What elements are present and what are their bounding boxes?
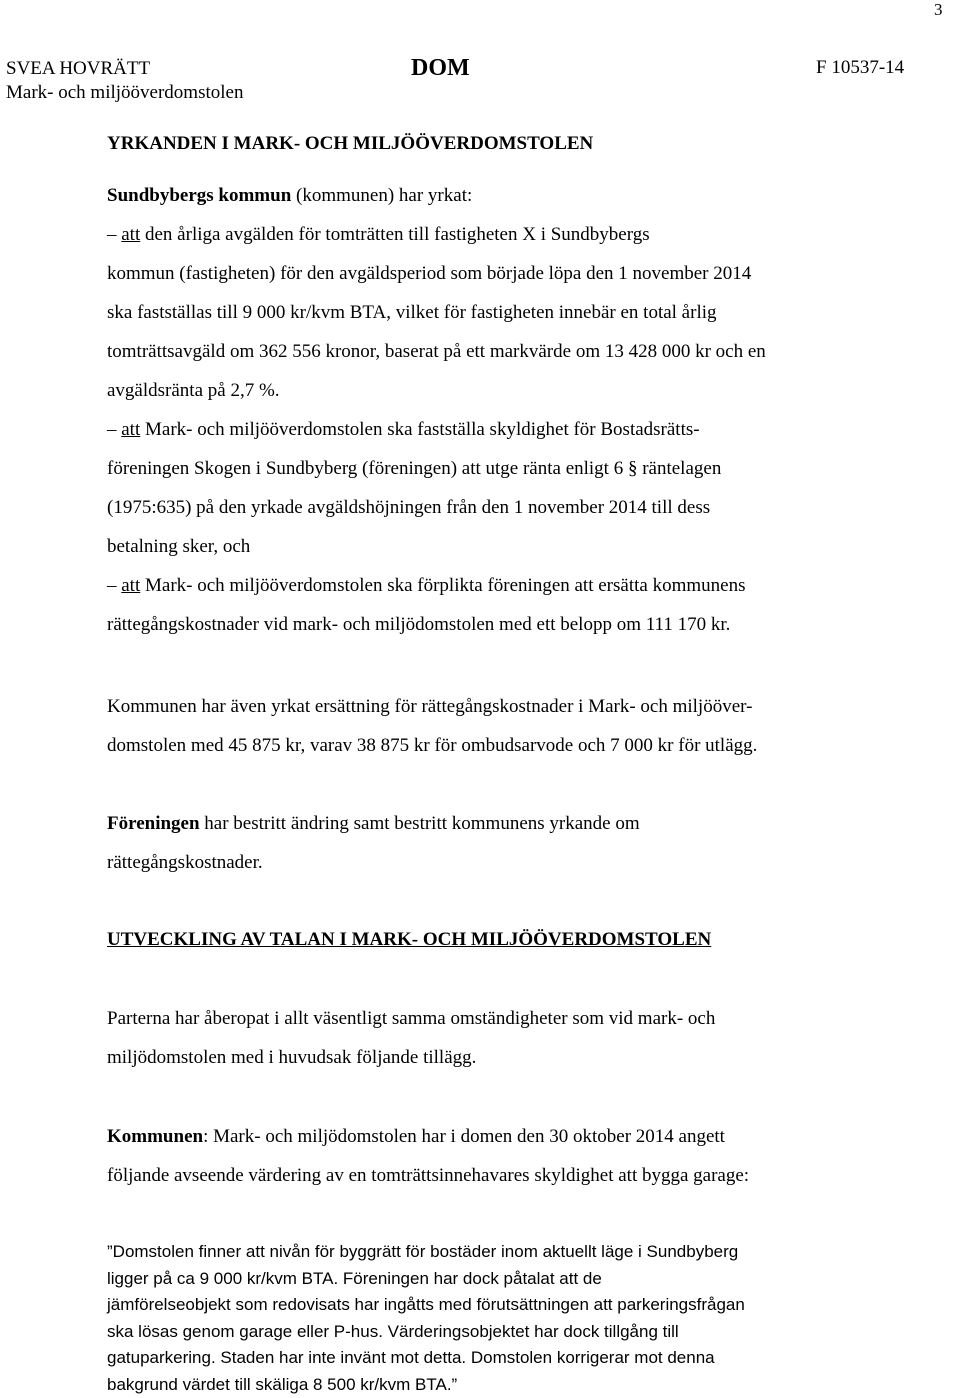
header-case-number: F 10537-14 [816,57,904,79]
claim3-line-1 [107,566,907,605]
quote-line-4: ska lösas genom garage eller P-hus. Värderingsobjektet har dock tillgång till [107,1319,907,1346]
claim2-line-4: betalning sker, och [107,527,907,566]
party-intro-line [107,176,907,215]
claim2-att: att [121,419,140,440]
party-name: Sundbybergs kommun [107,185,291,206]
intro-paragraph [107,999,907,1077]
claims-block [107,176,907,644]
header-division: Mark- och miljööverdomstolen [6,81,243,105]
association-line-1 [107,804,907,843]
claim1-line-4: tomträttsavgäld om 362 556 kronor, baserat på ett markvärde om 13 428 000 kr och en [107,332,907,371]
party-intro: (kommunen) har yrkat: [291,185,472,206]
claim2-text: Mark- och miljööverdomstolen ska fastställa skyldighet för Bostadsrätts- [140,419,699,440]
association-paragraph [107,804,907,882]
claim3-text: Mark- och miljööverdomstolen ska förplikta föreningen att ersätta kommunens [140,575,745,596]
claim1-line-1 [107,215,907,254]
claim2-line-3: (1975:635) på den yrkade avgäldshöjningen från den 1 november 2014 till dess [107,488,907,527]
section-title-claims: YRKANDEN I MARK- OCH MILJÖÖVERDOMSTOLEN [107,133,593,155]
intro-line-1: Parterna har åberopat i allt väsentligt samma omständigheter som vid mark- och [107,999,907,1038]
association-text: har bestritt ändring samt bestritt kommunens yrkande om [200,813,640,834]
kommunen-paragraph [107,1117,907,1195]
claim2-line-2: föreningen Skogen i Sundbyberg (föreningen) att utge ränta enligt 6 § räntelagen [107,449,907,488]
quote-line-5: gatuparkering. Staden har inte invänt mot detta. Domstolen korrigerar mot denna [107,1345,907,1372]
claim1-dash: – [107,224,121,245]
court-quote [107,1239,907,1398]
page-number: 3 [934,0,943,20]
costs-paragraph [107,687,907,765]
claim1-line-5: avgäldsränta på 2,7 %. [107,371,907,410]
kommunen-line-2: följande avseende värdering av en tomträttsinnehavares skyldighet att bygga garage: [107,1156,907,1195]
claim1-text: den årliga avgälden för tomträtten till fastigheten X i Sundbybergs [140,224,649,245]
claim1-att: att [121,224,140,245]
kommunen-label: Kommunen [107,1126,203,1147]
claim3-line-2: rättegångskostnader vid mark- och miljödomstolen med ett belopp om 111 170 kr. [107,605,907,644]
costs-line-1: Kommunen har även yrkat ersättning för rättegångskostnader i Mark- och miljööver- [107,687,907,726]
header-court-block [6,57,243,105]
claim1-line-2: kommun (fastigheten) för den avgäldsperiod som började löpa den 1 november 2014 [107,254,907,293]
claim2-line-1 [107,410,907,449]
kommunen-line-1 [107,1117,907,1156]
header-doc-type: DOM [411,55,470,82]
intro-line-2: miljödomstolen med i huvudsak följande tillägg. [107,1038,907,1077]
quote-line-3: jämförelseobjekt som redovisats har ingåtts med förutsättningen att parkeringsfrågan [107,1292,907,1319]
section-title-development: UTVECKLING AV TALAN I MARK- OCH MILJÖÖVERDOMSTOLEN [107,929,711,951]
claim1-line-3: ska fastställas till 9 000 kr/kvm BTA, vilket för fastigheten innebär en total årlig [107,293,907,332]
costs-line-2: domstolen med 45 875 kr, varav 38 875 kr för ombudsarvode och 7 000 kr för utlägg. [107,726,907,765]
claim3-dash: – [107,575,121,596]
association-name: Föreningen [107,813,200,834]
claim3-att: att [121,575,140,596]
kommunen-text: : Mark- och miljödomstolen har i domen den 30 oktober 2014 angett [203,1126,725,1147]
association-line-2: rättegångskostnader. [107,843,907,882]
quote-line-1: ”Domstolen finner att nivån för byggrätt för bostäder inom aktuellt läge i Sundbyberg [107,1239,907,1266]
quote-line-6: bakgrund värdet till skäliga 8 500 kr/kvm BTA.” [107,1372,907,1398]
quote-line-2: ligger på ca 9 000 kr/kvm BTA. Föreningen har dock påtalat att de [107,1266,907,1293]
header-court: SVEA HOVRÄTT [6,57,243,81]
claim2-dash: – [107,419,121,440]
